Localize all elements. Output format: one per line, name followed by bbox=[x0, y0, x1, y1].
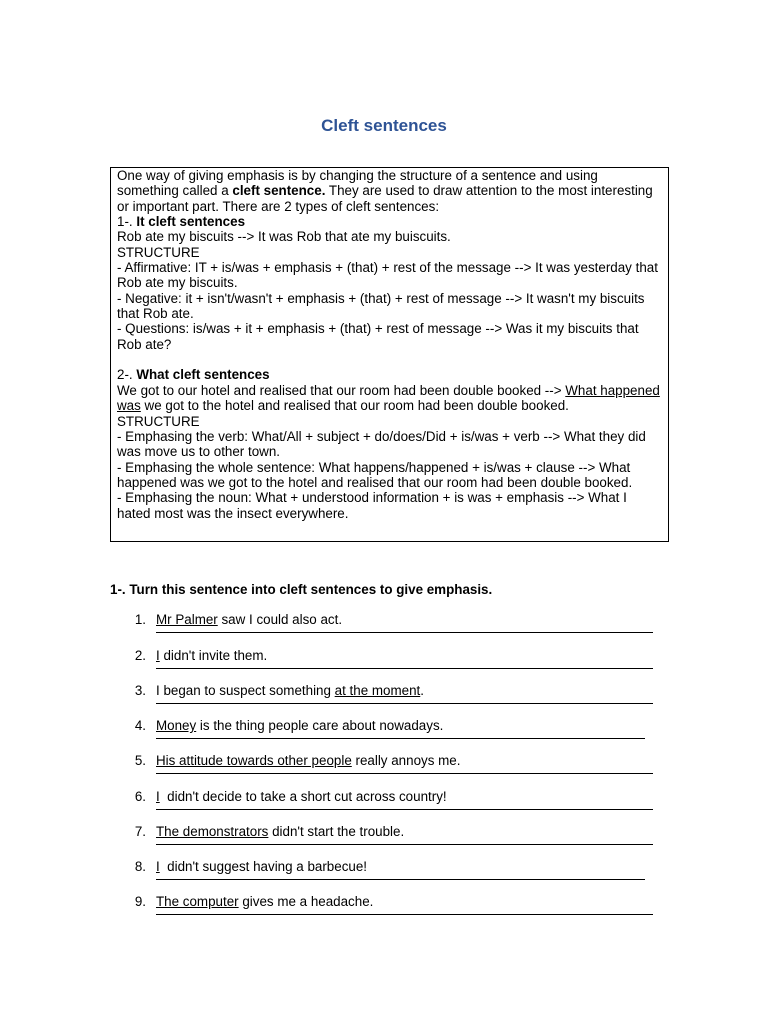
item-underlined: The demonstrators bbox=[156, 824, 269, 839]
item-rest: didn't start the trouble. bbox=[268, 824, 405, 839]
it-cleft-example: Rob ate my biscuits --> It was Rob that ate my buiscuits. bbox=[117, 229, 451, 245]
intro-bold-term: cleft sentence. bbox=[232, 183, 326, 199]
item-number: 7. bbox=[134, 824, 146, 839]
item-underlined: I bbox=[156, 859, 160, 874]
item-rest: saw I could also act. bbox=[217, 612, 343, 627]
it-structure-label: STRUCTURE bbox=[117, 244, 200, 260]
what-rule-verb: - Emphasing the verb: What/All + subject + do/does/Did + is/was + verb --> What they did was move us to other town. bbox=[117, 428, 646, 460]
item-sentence bbox=[156, 859, 367, 874]
it-cleft-heading bbox=[117, 214, 662, 229]
what-structure-label: STRUCTURE bbox=[117, 413, 200, 429]
item-sentence bbox=[156, 824, 404, 839]
exercise-heading: 1-. Turn this sentence into cleft sentences to give emphasis. bbox=[110, 582, 493, 597]
it-cleft-number: 1-. bbox=[117, 214, 137, 230]
item-number: 3. bbox=[134, 683, 146, 698]
it-rule-questions: - Questions: is/was + it + emphasis + (that) + rest of message --> Was it my biscuits that Rob ate? bbox=[117, 321, 639, 352]
it-rule-affirmative: - Affirmative: IT + is/was + emphasis + (that) + rest of the message --> It was yesterday that Rob ate my biscuits. bbox=[117, 260, 658, 291]
item-number: 6. bbox=[134, 789, 146, 804]
item-number: 1. bbox=[134, 612, 146, 627]
what-cleft-number: 2-. bbox=[117, 367, 137, 383]
item-rest: . bbox=[420, 683, 424, 698]
intro-paragraph bbox=[117, 168, 662, 214]
it-cleft-title: It cleft sentences bbox=[136, 214, 246, 230]
what-example-underlined: What happened was bbox=[117, 382, 660, 414]
item-number: 4. bbox=[134, 718, 146, 733]
item-sentence bbox=[156, 789, 447, 804]
answer-line[interactable] bbox=[156, 914, 653, 915]
blank-line bbox=[117, 352, 662, 367]
page-title: Cleft sentences bbox=[321, 116, 447, 135]
answer-line[interactable] bbox=[156, 703, 653, 704]
what-cleft-title: What cleft sentences bbox=[136, 367, 270, 383]
answer-line[interactable] bbox=[156, 773, 653, 774]
what-cleft-example bbox=[117, 383, 662, 414]
item-rest: gives me a headache. bbox=[238, 894, 374, 909]
answer-line[interactable] bbox=[156, 668, 653, 669]
item-underlined: Mr Palmer bbox=[156, 612, 218, 627]
item-rest: didn't invite them. bbox=[159, 648, 268, 663]
item-rest: is the thing people care about nowadays. bbox=[196, 718, 444, 733]
item-sentence bbox=[156, 894, 373, 909]
item-sentence bbox=[156, 718, 443, 733]
what-example-text: We got to our hotel and realised that our room had been double booked --> bbox=[117, 382, 566, 398]
answer-line[interactable] bbox=[156, 738, 645, 739]
item-number: 9. bbox=[134, 894, 146, 909]
item-pre: I began to suspect something bbox=[156, 683, 335, 698]
answer-line[interactable] bbox=[156, 844, 653, 845]
answer-line[interactable] bbox=[156, 879, 645, 880]
item-number: 8. bbox=[134, 859, 146, 874]
item-underlined: I bbox=[156, 648, 160, 663]
what-example-text-cont: we got to the hotel and realised that our room had been double booked. bbox=[140, 398, 569, 414]
item-number: 5. bbox=[134, 753, 146, 768]
it-rule-negative: - Negative: it + isn't/wasn't + emphasis + (that) + rest of message --> It wasn't my biscuits that Rob ate. bbox=[117, 290, 645, 322]
item-underlined: I bbox=[156, 789, 160, 804]
item-rest: really annoys me. bbox=[351, 753, 461, 768]
intro-text-cont: They are used to draw attention to the most interesting or important part. There are 2 types of cleft sentences: bbox=[117, 183, 653, 214]
item-sentence bbox=[156, 648, 267, 663]
explanation-box bbox=[110, 167, 669, 542]
item-number: 2. bbox=[134, 648, 146, 663]
answer-line[interactable] bbox=[156, 809, 653, 810]
what-rule-sentence: - Emphasing the whole sentence: What happens/happened + is/was + clause --> What happened was we got to the hotel and realised that our room had been double booked. bbox=[117, 459, 633, 490]
item-underlined: His attitude towards other people bbox=[156, 753, 352, 768]
item-rest: didn't suggest having a barbecue! bbox=[159, 859, 368, 874]
item-underlined: Money bbox=[156, 718, 197, 733]
item-sentence bbox=[156, 683, 424, 698]
item-rest: didn't decide to take a short cut across country! bbox=[159, 789, 447, 804]
item-sentence bbox=[156, 753, 460, 768]
item-underlined: at the moment bbox=[334, 683, 421, 698]
what-cleft-heading bbox=[117, 367, 662, 382]
item-sentence bbox=[156, 612, 342, 627]
answer-line[interactable] bbox=[156, 632, 653, 633]
intro-text: One way of giving emphasis is by changing the structure of a sentence and using something called a bbox=[117, 168, 598, 199]
what-rule-noun: - Emphasing the noun: What + understood information + is was + emphasis --> What I hated most was the insect everywhere. bbox=[117, 490, 627, 521]
item-underlined: The computer bbox=[156, 894, 239, 909]
